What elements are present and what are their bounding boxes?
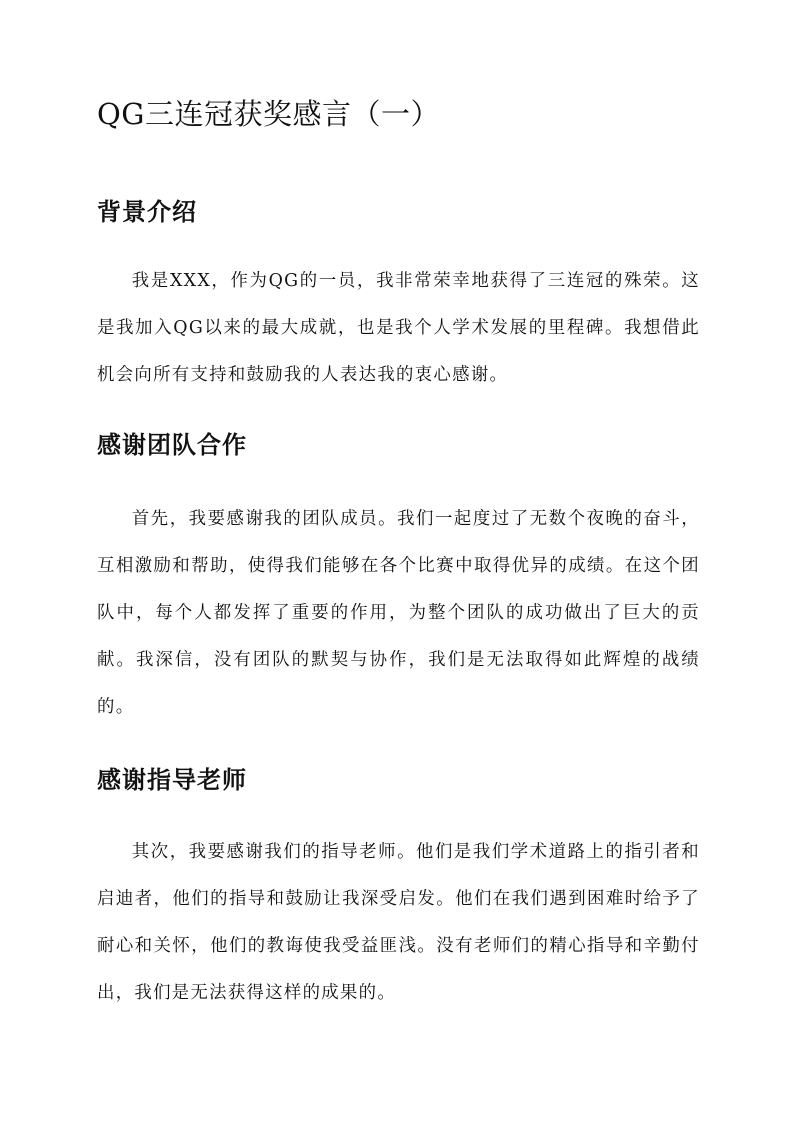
paragraph-teachers: 其次，我要感谢我们的指导老师。他们是我们学术道路上的指引者和启迪者，他们的指导和鼓励让我深受启发。他们在我们遇到困难时给予了耐心和关怀，他们的教诲使我受益匪浅。没有老师们的精心指导和辛勤付出，我们是无法获得这样的成果的。 — [97, 842, 700, 1003]
paragraph-team-cooperation: 首先，我要感谢我的团队成员。我们一起度过了无数个夜晚的奋斗，互相激励和帮助，使得我们能够在各个比赛中取得优异的成绩。在这个团队中，每个人都发挥了重要的作用，为整个团队的成功做出了巨大的贡献。我深信，没有团队的默契与协作，我们是无法取得如此辉煌的战绩的。 — [97, 509, 700, 717]
document-title: QG三连冠获奖感言（一） — [97, 97, 440, 131]
section-heading-team-cooperation: 感谢团队合作 — [97, 430, 247, 459]
section-heading-background: 背景介绍 — [97, 197, 197, 226]
paragraph-background: 我是XXX，作为QG的一员，我非常荣幸地获得了三连冠的殊荣。这是我加入QG以来的最大成就，也是我个人学术发展的里程碑。我想借此机会向所有支持和鼓励我的人表达我的衷心感谢。 — [97, 271, 700, 385]
section-heading-teachers: 感谢指导老师 — [97, 765, 247, 794]
